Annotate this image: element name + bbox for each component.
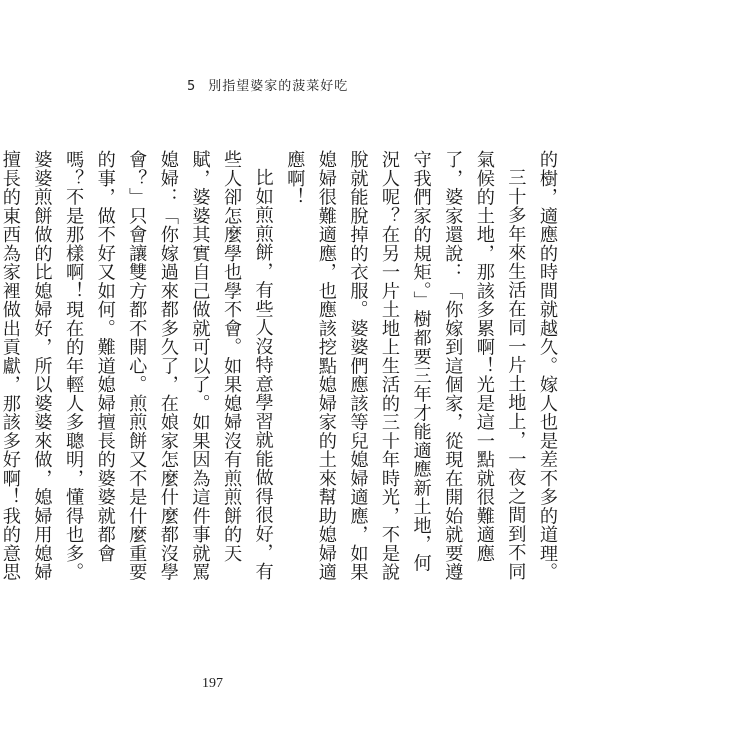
vertical-body-text	[0, 150, 563, 590]
running-header	[187, 75, 348, 94]
paragraph-2: 三十多年來生活在同一片土地上，一夜之間到不同氣候的土地，那該多累啊！光是這一點就很難適應了，婆家還說：「你嫁到這個家，從現在開始就要遵守我們家的規矩。」樹都要三年才能適應新土地，何況人呢？在另一片土地上生活的三十年時光，不是說脫就能脫掉的衣服。婆婆們應該等兒媳婦適應，如果媳婦很難適應，也應該挖點媳婦家的土來幫助媳婦適應啊！	[284, 150, 527, 582]
paragraph-3: 比如煎煎餅，有些人沒特意學習就能做得很好，有些人卻怎麼學也學不會。如果媳婦沒有煎煎餅的天賦，婆婆其實自己做就可以了。如果因為這件事就罵媳婦：「你嫁過來都多久了，在娘家怎麼什麼都沒學會？」只會讓雙方都不開心。煎煎餅又不是什麼重要的事，做不好又如何。難道媳婦擅長的婆婆就都會嗎？不是那樣啊！現在的年輕人多聰明，懂得也多。婆婆煎餅做的比媳婦好，所以婆婆來做，媳婦用媳婦擅長的東西為家裡做出貢獻，那該多好啊！我的意思	[0, 150, 274, 582]
chapter-title: 別指望婆家的菠菜好吃	[208, 79, 349, 94]
page-number: 197	[202, 676, 223, 691]
chapter-number: 5	[187, 79, 197, 94]
paragraph-1: 的樹，適應的時間就越久。嫁人也是差不多的道理。	[537, 150, 558, 582]
